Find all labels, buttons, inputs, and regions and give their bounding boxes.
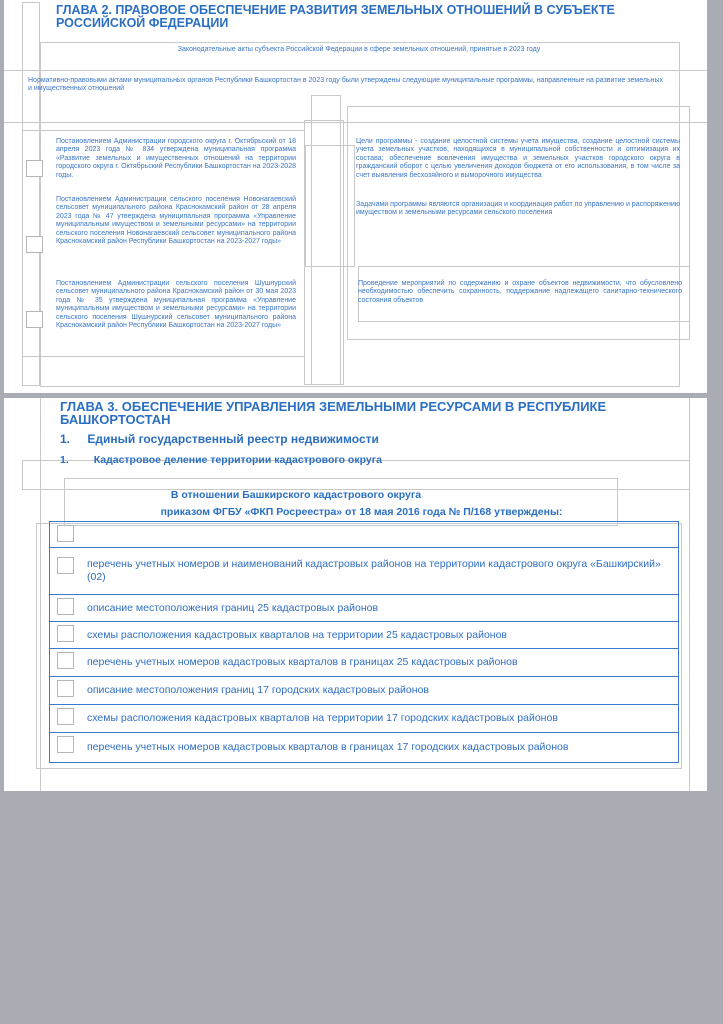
table-row (50, 733, 679, 763)
checkbox[interactable] (57, 708, 74, 725)
block-line-2: приказом ФГБУ «ФКП Росреестра» от 18 мая 2016 года № П/168 утверждены: (160, 506, 563, 518)
checkbox[interactable] (57, 736, 74, 753)
table-row (50, 705, 679, 733)
goal-item: Задачами программы являются организация и координация работ по управлению и распоряжению имуществом и земельными ресурсами сельского поселения (356, 201, 680, 217)
act-item: Постановлением Администрации городского округа г. Октябрьский от 18 апреля 2023 года № 834 утверждена муниципальная программа «Развитие земельных и имущественных отношений на территории городского округа г. Октябрьский Республики Башкортостан на 2023-2028 годы. (56, 138, 296, 179)
checkbox[interactable] (57, 652, 74, 669)
page-1 (4, 0, 707, 393)
section-title: Единый государственный реестр недвижимости (87, 432, 379, 446)
table-row (50, 649, 679, 677)
documents-table (49, 521, 679, 763)
row-text: перечень учетных номеров кадастровых кварталов в границах 25 кадастровых районов (87, 656, 518, 668)
page-2 (4, 398, 707, 791)
checkbox[interactable] (26, 311, 43, 328)
intro-text: Нормативно-правовыми актами муниципальных органов Республики Башкортостан в 2023 году были утверждены следующие муниципальные программы, направленные на развитие земельных и имущественных отношений (28, 77, 663, 93)
section-number: 1. (60, 432, 71, 446)
frame-line (305, 145, 355, 267)
table-row (50, 677, 679, 705)
table-row (50, 622, 679, 649)
chapter-title: ГЛАВА 2. ПРАВОВОЕ ОБЕСПЕЧЕНИЕ РАЗВИТИЯ ЗЕМЕЛЬНЫХ ОТНОШЕНИЙ В СУБЪЕКТЕ РОССИЙСКОЙ ФЕДЕРАЦИИ (56, 3, 615, 30)
table-row (50, 595, 679, 622)
checkbox[interactable] (57, 557, 74, 574)
row-text: схемы расположения кадастровых кварталов на территории 25 кадастровых районов (87, 628, 508, 641)
act-item: Постановлением Администрации сельского поселения Новонагаевский сельсовет муниципального района Краснокамский район от 28 апреля 2023 года № 47 утверждена муниципальная программа «Управление муниципальным имуществом и земельными ресурсами» на территории сельского поселения Новонагаевский сельсовет муниципального района Краснокамский район Республики Башкортостан на 2023-2027 годы» (56, 196, 296, 246)
row-text: перечень учетных номеров и наименований кадастровых районов на территории кадастрового округа «Башкирский» (02) (87, 558, 661, 583)
checkbox[interactable] (26, 160, 43, 177)
chapter-title: ГЛАВА 3. ОБЕСПЕЧЕНИЕ УПРАВЛЕНИЯ ЗЕМЕЛЬНЫМИ РЕСУРСАМИ В РЕСПУБЛИКЕ БАШКОРТОСТАН (60, 399, 607, 427)
checkbox[interactable] (26, 236, 43, 253)
subsection-number: 1. (60, 454, 69, 466)
checkbox[interactable] (57, 598, 74, 615)
table-row (50, 548, 679, 595)
goal-item: Проведение мероприятий по содержанию и охране объектов недвижимости, что обусловлено необходимостью обеспечить сохранность, поддержание надлежащего санитарно-технического состояния объектов (358, 280, 682, 304)
row-text: описание местоположения границ 25 кадастровых районов (87, 601, 379, 614)
act-item: Постановлением Администрации сельского поселения Шушнурский сельсовет муниципального района Краснокамский район от 30 мая 2023 года № 35 утверждена муниципальная программа «Управление муниципальным имуществом и земельными ресурсами» на территории сельского поселения Шушнурский сельсовет муниципального района Краснокамский район Республики Башкортостан на 2023-2027 годы» (56, 280, 296, 330)
subsection-heading (60, 454, 382, 467)
checkbox[interactable] (57, 680, 74, 697)
section-heading (60, 432, 379, 446)
row-text: описание местоположения границ 17 городских кадастровых районов (87, 684, 429, 696)
table-row (50, 522, 679, 548)
checkbox[interactable] (57, 525, 74, 542)
block-line-1: В отношении Башкирского кадастрового округа (170, 489, 422, 501)
row-text: перечень учетных номеров кадастровых кварталов в границах 17 городских кадастровых районов (87, 741, 569, 753)
subtitle: Законодательные акты субъекта Российской Федерации в сфере земельных отношений, принятые в 2023 году (177, 46, 541, 53)
goal-item: Цели программы - создание целостной системы учета имущества, создание целостной системы учета земельных участков, находящихся в муниципальной собственности и оптимизация их состава; обеспечение вовлечения имущества и земельных участков городского округа в гражданский оборот с целью увеличения доходов бюджета от его использования, в том числе за счет выявления бесхозяйного и выморочного имущества (356, 138, 680, 179)
checkbox[interactable] (57, 625, 74, 642)
subsection-title: Кадастровое деление территории кадастрового округа (93, 454, 382, 466)
row-text: схемы расположения кадастровых кварталов на территории 17 городских кадастровых районов (87, 712, 558, 724)
